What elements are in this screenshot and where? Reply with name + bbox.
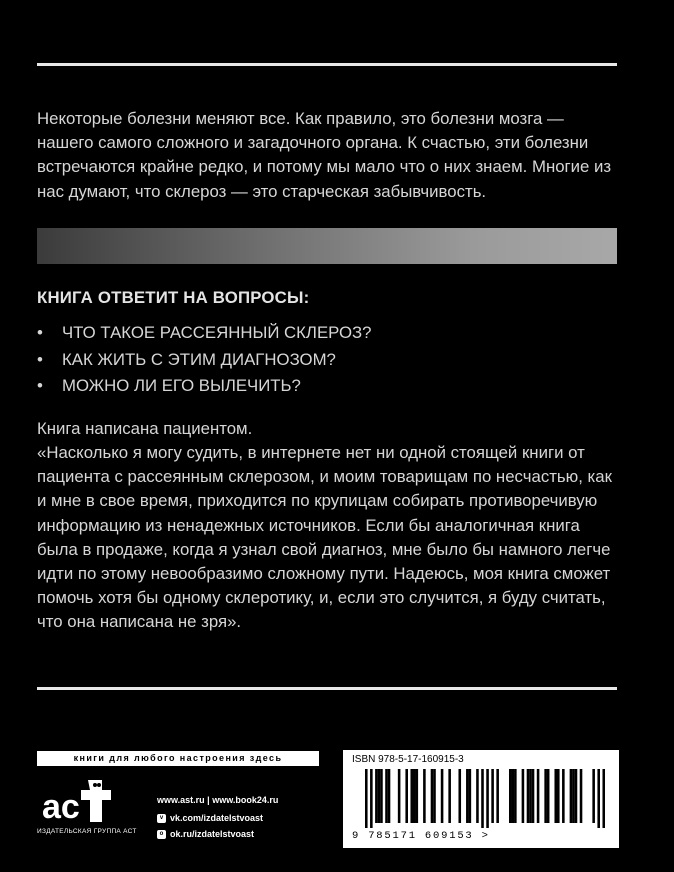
barcode-bar (433, 769, 436, 823)
barcode-bar (378, 769, 381, 823)
barcode-bar (431, 769, 434, 823)
isbn-box (343, 750, 619, 848)
ok-link-text: ok.ru/izdatelstvoast (170, 829, 255, 839)
barcode-bar (398, 769, 401, 823)
barcode-bar (413, 769, 416, 823)
questions-heading: КНИГА ОТВЕТИТ НА ВОПРОСЫ: (37, 288, 310, 307)
barcode-bar (509, 769, 512, 823)
publisher-label: ИЗДАТЕЛЬСКАЯ ГРУППА АСТ (37, 828, 137, 835)
barcode-bar (370, 769, 373, 828)
barcode-bar (385, 769, 388, 823)
barcode-bar (466, 769, 469, 823)
barcode-bar (554, 769, 557, 823)
barcode-bar (522, 769, 525, 823)
barcode-bar (562, 769, 565, 823)
publisher-websites[interactable]: www.ast.ru | www.book24.ru (157, 795, 279, 805)
barcode-bar (388, 769, 391, 823)
barcode-bar (532, 769, 535, 823)
barcode-bar (496, 769, 499, 823)
barcode-bar (491, 769, 494, 823)
isbn-label: ISBN 978-5-17-160915-3 (352, 754, 464, 765)
barcode-bar (423, 769, 426, 823)
list-item (37, 373, 372, 400)
barcode-bar (375, 769, 378, 823)
ok-link[interactable] (157, 829, 254, 839)
barcode-bar (416, 769, 419, 823)
ok-icon: o (157, 830, 166, 839)
barcode-bar (514, 769, 517, 823)
barcode-bar (547, 769, 550, 823)
author-note: Книга написана пациентом. (37, 419, 253, 438)
barcode-bar (405, 769, 408, 823)
barcode-bar (476, 769, 479, 823)
intro-paragraph: Некоторые болезни меняют все. Как правило, это болезни мозга — нашего самого сложного и загадочного органа. К счастью, эти болезни встречаются крайне редко, и потому мы мало что о них знаем. Многие из нас думают, что склероз — это старческая забывчивость. (37, 109, 612, 201)
question-text: ЧТО ТАКОЕ РАССЕЯННЫЙ СКЛЕРОЗ? (62, 323, 372, 342)
vk-link-text: vk.com/izdatelstvoast (170, 813, 264, 823)
barcode-bar (527, 769, 530, 823)
questions-list (37, 320, 372, 400)
vk-icon: v (157, 814, 166, 823)
barcode (365, 769, 605, 828)
bullet: • (37, 376, 43, 395)
author-quote: «Насколько я могу судить, в интернете нет ни одной стоящей книги от пациента с рассеянным склерозом, и моим товарищам по несчастью, как и мне в свое время, приходится по крупицам собирать противоречивую информацию из ненадежных источников. Если бы аналогичная книга была в продаже, когда я узнал свой диагноз, мне было бы намного легче идти по этому невообразимо сложному пути. Надеюсь, моя книга сможет помочь хотя бы одному склеротику, и, если это случится, я буду считать, что она написана не зря». (37, 443, 612, 632)
top-divider (37, 63, 617, 66)
list-item (37, 320, 372, 347)
barcode-bar (580, 769, 583, 823)
list-item (37, 347, 372, 374)
barcode-bar (557, 769, 560, 823)
barcode-bar (486, 769, 489, 828)
barcode-bar (537, 769, 540, 823)
ast-logo (40, 774, 118, 826)
barcode-bar (572, 769, 575, 823)
barcode-bar (365, 769, 368, 828)
barcode-bar (481, 769, 484, 828)
gradient-band (37, 228, 617, 264)
barcode-bar (570, 769, 573, 823)
bullet: • (37, 323, 43, 342)
barcode-bar (512, 769, 515, 823)
barcode-bar (592, 769, 595, 823)
barcode-bar (458, 769, 461, 823)
vk-link[interactable] (157, 813, 263, 823)
question-text: КАК ЖИТЬ С ЭТИМ ДИАГНОЗОМ? (62, 349, 336, 369)
barcode-bar (448, 769, 451, 823)
barcode-bar (597, 769, 600, 828)
question-text: МОЖНО ЛИ ЕГО ВЫЛЕЧИТЬ? (62, 376, 301, 395)
barcode-bar (529, 769, 532, 823)
logo-lettering: ac (42, 788, 80, 826)
barcode-bar (469, 769, 472, 823)
barcode-bar (602, 769, 605, 828)
isbn-digits: 9 785171 609153 > (352, 830, 490, 842)
barcode-bar (441, 769, 444, 823)
barcode-bar (410, 769, 413, 823)
bullet: • (37, 349, 43, 369)
bottom-divider (37, 687, 617, 690)
barcode-bar (380, 769, 383, 823)
barcode-bar (575, 769, 578, 823)
tagline-banner: книги для любого настроения здесь (37, 751, 319, 766)
barcode-bar (544, 769, 547, 823)
